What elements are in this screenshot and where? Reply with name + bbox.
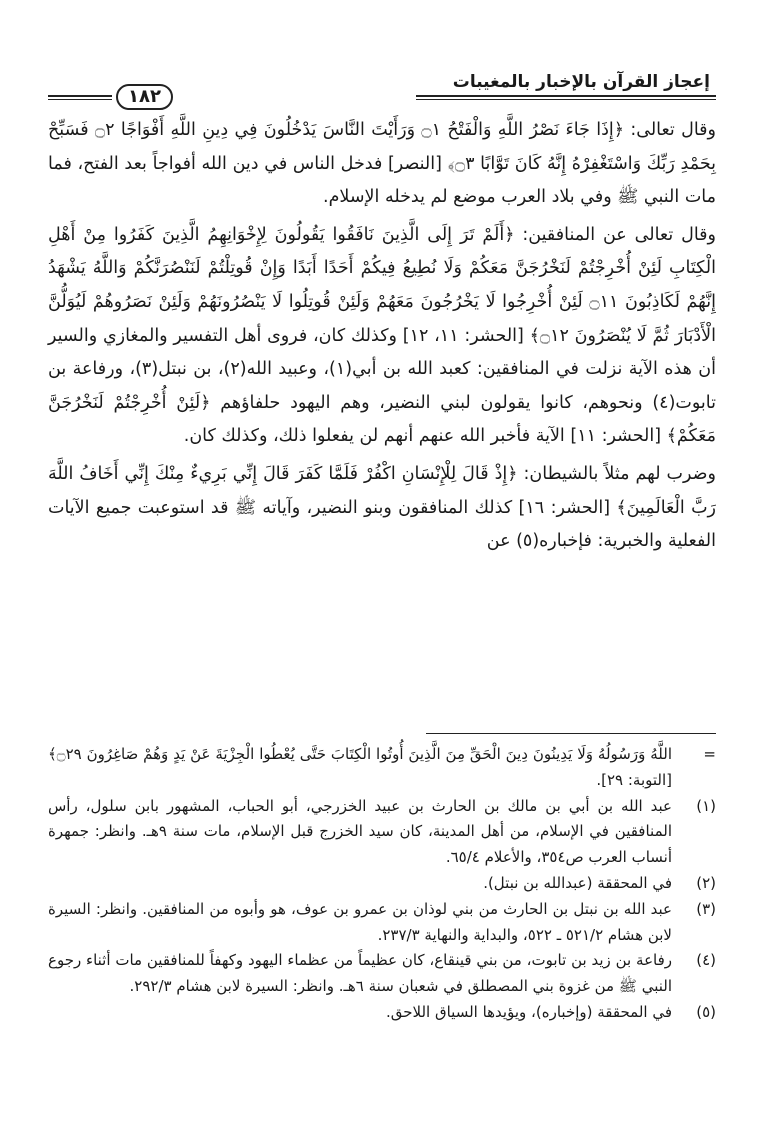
footnote-1: [48, 794, 716, 871]
footnote-4: [48, 948, 716, 1000]
page-number: ١٨٢: [116, 84, 173, 110]
paragraph-2: وقال تعالى عن المنافقين: ﴿أَلَمْ تَرَ إِلَى الَّذِينَ نَافَقُوا يَقُولُونَ لِإِخْوَانِهِمُ الَّذِينَ كَفَرُوا مِنْ أَهْلِ الْكِتَابِ لَئِنْ أُخْرِجْتُمْ لَنَخْرُجَنَّ مَعَكُمْ وَلَا نُطِيعُ فِيكُمْ أَحَدًا أَبَدًا وَإِنْ قُوتِلْتُمْ لَنَنْصُرَنَّكُمْ وَاللَّهُ يَشْهَدُ إِنَّهُمْ لَكَاذِبُونَ ۝١١ لَئِنْ أُخْرِجُوا لَا يَخْرُجُونَ مَعَهُمْ وَلَئِنْ قُوتِلُوا لَا يَنْصُرُونَهُمْ وَلَئِنْ نَصَرُوهُمْ لَيُوَلُّنَّ الْأَدْبَارَ ثُمَّ لَا يُنْصَرُونَ ۝١٢﴾ [الحشر: ١١، ١٢] وكذلك كان، فروى أهل التفسير والمغازي والسير أن هذه الآية نزلت في المنافقين: كعبد الله بن أبي(١)، وعبيد الله(٢)، بن نبتل(٣)، ورفاعة بن تابوت(٤) ونحوهم، كانوا يقولون لبني النضير، وهم اليهود حلفاؤهم ﴿لَئِنْ أُخْرِجْتُمْ لَنَخْرُجَنَّ مَعَكُمْ﴾ [الحشر: ١١] الآية فأخبر الله عنهم أنهم لن يفعلوا ذلك، وكذلك كان.: [48, 224, 716, 447]
paragraph-3: وضرب لهم مثلاً بالشيطان: ﴿إِذْ قَالَ لِلْإِنْسَانِ اكْفُرْ فَلَمَّا كَفَرَ قَالَ إِنِّي بَرِيءٌ مِنْكَ إِنِّي أَخَافُ اللَّهَ رَبَّ الْعَالَمِينَ﴾ [الحشر: ١٦] كذلك المنافقون وبنو النضير، وآياته ﷺ قد استوعبت جميع الآيات الفعلية والخبرية: فإخباره(٥) عن: [48, 463, 716, 552]
footnotes: [48, 733, 716, 1026]
header-rule-thin: [416, 99, 716, 100]
footnote-number: (٣): [696, 899, 716, 918]
header-title: إعجاز القرآن بالإخبار بالمغيبات: [452, 72, 710, 92]
page-number-ornament: [48, 84, 177, 110]
footnote-5: [48, 1000, 716, 1026]
page-main: [48, 70, 716, 559]
footnote-text: اللَّهُ وَرَسُولُهُ وَلَا يَدِينُونَ دِينَ الْحَقِّ مِنَ الَّذِينَ أُوتُوا الْكِتَابَ حَتَّى يُعْطُوا الْجِزْيَةَ عَنْ يَدٍ وَهُمْ صَاغِرُونَ ۝٢٩﴾ [التوبة: ٢٩].: [48, 745, 672, 789]
footnote-number: (٢): [696, 873, 716, 892]
header-rule: [416, 95, 716, 97]
footnote-text: عبد الله بن نبتل بن الحارث من بني لوذان بن عمرو بن عوف، هو وأبوه من المنافقين. وانظر: السيرة لابن هشام ٥٢١/٢ ـ ٥٢٢، والبداية والنهاية ٢٣٧/٣.: [48, 899, 672, 944]
footnote-text: رفاعة بن زيد بن تابوت، من بني قينقاع، كان عظيماً من عظماء اليهود وكهفاً للمنافقين مات أثناء رجوع النبي ﷺ من غزوة بني المصطلق في شعبان سنة ٦هـ. وانظر: السيرة لابن هشام ٢٩٢/٣.: [48, 951, 672, 996]
footnote-list: [48, 742, 716, 1026]
number-rule-left: [48, 95, 112, 100]
footnote-number: (٥): [696, 1002, 716, 1021]
footnote-2: [48, 871, 716, 897]
footnote-separator: [426, 733, 716, 734]
footnote-text: في المحققة (وإخباره)، ويؤيدها السياق اللاحق.: [385, 1002, 672, 1021]
footnote-text: عبد الله بن أبي بن مالك بن الحارث بن عبيد الخزرجي، أبو الحباب، المشهور بابن سلول، رأس المنافقين في الإسلام، من أهل المدينة، كان سيد الخزرج قبل الإسلام، مات سنة ٩هـ. وانظر: جمهرة أنساب العرب ص٣٥٤، والأعلام ٦٥/٤.: [48, 796, 672, 867]
footnote-number: =: [703, 745, 716, 763]
body-text: [48, 114, 716, 559]
footnote-text: في المحققة (عبدالله بن نبتل).: [483, 873, 672, 892]
paragraph-1: وقال تعالى: ﴿إِذَا جَاءَ نَصْرُ اللَّهِ وَالْفَتْحُ ۝١ وَرَأَيْتَ النَّاسَ يَدْخُلُونَ فِي دِينِ اللَّهِ أَفْوَاجًا ۝٢ فَسَبِّحْ بِحَمْدِ رَبِّكَ وَاسْتَغْفِرْهُ إِنَّهُ كَانَ تَوَّابًا ۝٣﴾ [النصر] فدخل الناس في دين الله أفواجاً بعد الفتح، فما مات النبي ﷺ وفي بلاد العرب موضع لم يدخله الإسلام.: [48, 120, 716, 208]
running-header: [48, 70, 716, 114]
footnote-number: (٤): [696, 951, 716, 970]
footnote-number: (١): [696, 796, 716, 815]
footnote-3: [48, 897, 716, 949]
footnote-continuation: [48, 742, 716, 794]
